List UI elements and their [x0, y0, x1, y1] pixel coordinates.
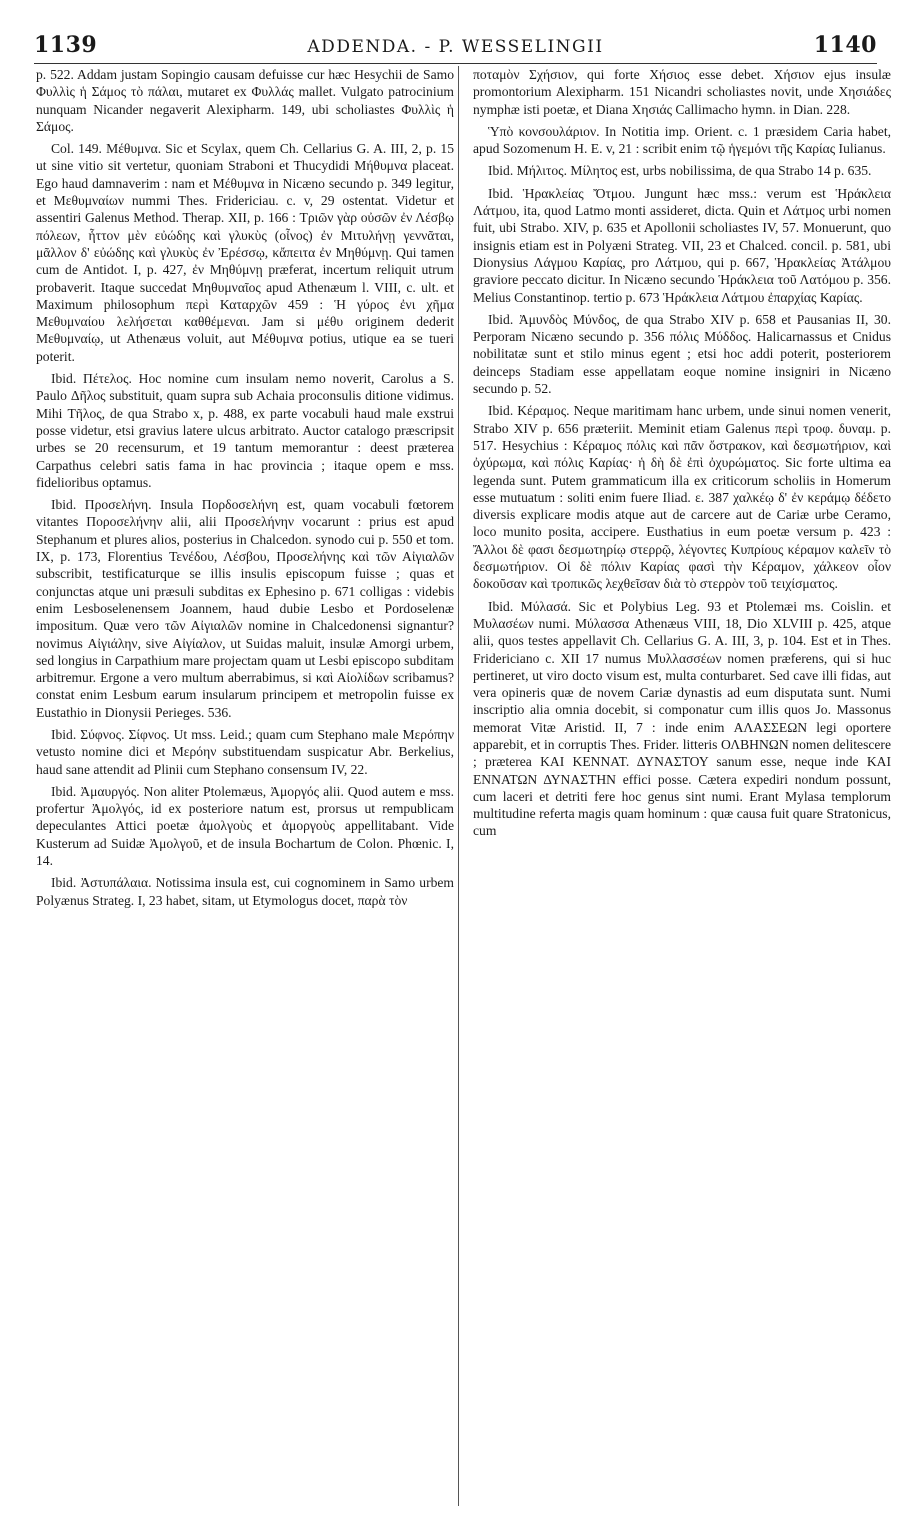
paragraph: Ibid. Πέτελος. Hoc nomine cum insulam nemo noverit, Carolus a S. Paulo Δῆλος substituit, quam supra sub Achaia proconsulis ditione vidimus. Mihi Τῆλος, de qua Strabo x, p. 488, ex parte vocabuli haud male exstrui posse videtur, etsi gravius latere ulcus arbitrato. Auctor catalogo præscripsit urbes se 20 recensurum, et 19 tantum memorantur : deest præterea Carpathus celebri satis fama in hac provincia ; itaque opem e mss. fidelioribus optamus.: [36, 371, 454, 490]
left-page-number: 1139: [34, 32, 98, 58]
header-rule: [34, 63, 877, 64]
running-title: ADDENDA. - P. WESSELINGII: [307, 37, 604, 57]
page-header: [34, 32, 877, 62]
paragraph: ποταμὸν Σχήσιον, qui forte Χήσιος esse debet. Χήσιον ejus insulæ promontorium Alexipharm. 151 Nicandri scholiastes novit, unde Χησιάδες nymphæ isti poetæ, et Diana Χησιάς Callimacho hymn. in Dian. 228.: [473, 67, 891, 117]
paragraph: Col. 149. Μέθυμνα. Sic et Scylax, quem Ch. Cellarius G. A. III, 2, p. 15 ut sine vitio sit vertetur, quoniam Straboni et Thucydidi Μήθυμνα placeat. Ego haud damnaverim : nam et Μέθυμνα in Nicæno secundo p. 349 legitur, et Μεθυμναίων nummi Thes. Fridericiau. c. v, 29 ostentat. Videtur et assentiri Galenus Method. Therap. XII, p. 166 : Τριῶν γὰρ οὐσῶν ἐν Λέσβῳ πόλεων, ἧττον μὲν εὐώδης καὶ γλυκὺς (οἶνος) ἐν Μιτυλήνῃ γεννᾶται, μᾶλλον δ' εὐώδης καὶ γλυκὺς ἐν Ἐρέσσῳ, κἄπειτα ἐν Μηθύμνῃ. Qui tamen cum de Antidot. I, p. 427, ἐν Μηθύμνῃ præferat, incertum reliquit utrum probaverit. Itaque succedat Μηθυμναῖος apud Athenæum l. VIII, c. ult. et Maximum philosophum περὶ Καταρχῶν 459 : Ἡ γύρος ἐνι χῆμα Μεθυμναίου λελήσεται καθθέμεναι. Jam si μέθυ originem dederit Μεθυμναίῳ, ut Athenæus voluit, aut Μέθυμνα potius, utique ea se tueri poterit.: [36, 141, 454, 364]
paragraph: Ibid. Σύφνος. Σίφνος. Ut mss. Leid.; quam cum Stephano male Μερόπην vetusto nomine dici et Μερόην substituendam suspicatur Abr. Berkelius, haud sane attendit ad Plinii cum Stephano consensum IV, 22.: [36, 726, 454, 777]
paragraph: Ibid. Κέραμος. Neque maritimam hanc urbem, unde sinui nomen venerit, Strabo XIV p. 656 præteriit. Meminit etiam Galenus περὶ τροφ. δυναμ. p. 517. Hesychius : Κέραμος πόλις καὶ πᾶν ὄστρακον, καὶ δεσμωτήριον, καὶ ὀχύρωμα, καὶ πόλις Καρίας· ἡ δὴ δὲ ἐπὶ ὀχυρώματος. Sic forte ultima ea legenda sunt. Putem grammaticum illa ex criticorum scholiis in Homerum esse mutuatum : soliti enim fuere Iliad. ε. 387 χαλκέῳ δ' ἐν κεράμῳ δέδετο diversis explicare modis atque aut de carcere aut de Cariæ urbe Ceramo, loco munito posita, accipere. Eusthatius in eum poetæ versum p. 423 : Ἄλλοι δὲ φασι δεσμωτηρίῳ στερρῷ, λέγοντες Κυπρίους κέραμον καλεῖν τὸ δεσμωτήριον. Οἱ δὲ πόλιν Καρίας φασὶ τὴν Κέραμον, χάλκεον οἷον δοκοῦσαν καὶ τροπικῶς λεχθεῖσαν διὰ τὸ στερρὸν τοῦ τειχίσματος.: [473, 403, 891, 592]
paragraph: Ὑπὸ κονσουλάριον. In Notitia imp. Orient. c. 1 præsidem Caria habet, apud Sozomenum H. E. v, 21 : scribit enim τῷ ἡγεμόνι τῆς Καρίας Iulianus.: [473, 123, 891, 157]
left-column: [36, 66, 454, 909]
paragraph: Ibid. Μήλιτος. Μίλητος est, urbs nobilissima, de qua Strabo 14 p. 635.: [487, 163, 872, 179]
paragraph: Ibid. Προσελήνη. Insula Πορδοσελήνη est, quam vocabuli fœtorem vitantes Ποροσελήνην alii, alii Προσελήνην vocarunt : prius est apud Stephanum et plures alios, posterius in Chalcedon. synodo cui p. 550 et tom. IX, p. 173, Florentius Τενέδου, Λέσβου, Προσελήνης καὶ τῶν Αἰγιαλῶν subscribit, testificaturque se illis insulis episcopum fuisse ; quas et conjunctas atque uni præsuli subditas ex Ephesino p. 671 colligas : videbis enim Lesboselenensem Joannem, haud dubie Lesbo et Pordoselenæ impositum. Quæ vero τῶν Αἰγιαλῶν nomine in Chalcedonensi signantur? novimus Αἰγιάλην, sive Αἰγίαλον, ut Suidas maluit, insulæ Amorgi urbem, sed longius in Carpathium mare projectam quam ut Lesbi episcopo subditam arbitremur. Ergone a vero multum aberrabimus, si καὶ Αἰολίδων scribamus? constat enim Lesbum earum insularum principem et metropolin fuisse ex Eustathio in Dionysii Perieges. 536.: [36, 497, 454, 720]
column-divider: [458, 66, 459, 1506]
paragraph: p. 522. Addam justam Sopingio causam defuisse cur hæc Hesychii de Samo Φυλλὶς ἡ Σάμος τὸ πάλαι, mutaret ex Φυλλάς mallet. Vulgato patrocinium nunquam Nicander negaverit Alexipharm. 149, ubi scholiastes Φυλλὶς ἡ Σάμος.: [36, 67, 454, 134]
paragraph: Ibid. Ἡρακλείας Ὄτμου. Jungunt hæc mss.: verum est Ἡράκλεια Λάτμου, ita, quod Latmo monti assideret, dicta. Quin et Λάτμος urbi nomen fuit, ubi Strabo. XIV, p. 635 et Apollonii scholiastes IV, 57. Monuerunt, quo insignis etiam est in Polyæni Strateg. VII, 23 et Chalced. concil. p. 581, ubi Dionysius Λάγμου Καρίας, pro Λάτμου, qui p. 667, Ἡρακλείας Ἀτάλμου graviore peccato dicitur. In Nicæno secundo Ἡράκλεια τοῦ Λατόμου p. 356. Melius Constantinop. tertio p. 673 Ἡράκλεια Λάτμου ἐπαρχίας Καρίας.: [473, 185, 891, 305]
paragraph: Ibid. Ἀστυπάλαια. Notissima insula est, cui cognominem in Samo urbem Polyænus Strateg. I, 23 habet, sitam, ut Etymologus docet, παρὰ τὸν: [36, 875, 454, 908]
paragraph: Ibid. Ἀμυνδὸς Μύνδος, de qua Strabo XIV p. 658 et Pausanias II, 30. Perporam Nicæno secundo p. 356 πόλις Μύδδος. Halicarnassus et Cnidus nobilitatæ sunt et stilo minus egent ; etsi hoc addi poterit, posteriorem deinceps Stadiam esse appellatam eoque nomine insigniri in Nicæno secundo p. 52.: [473, 311, 891, 397]
paragraph: Ibid. Ἀμαυργός. Non aliter Ptolemæus, Ἀμοργός alii. Quod autem e mss. profertur Ἀμολγός, id ex posteriore natum est, prorsus ut rempublicam depeculantes Attici poetæ ἀμολγοὺς et ἀμοργοὺς appellitabant. Vide Kusterum ad Suidæ Ἀμολγοῦ, et de insula Bochartum de Colon. Phœnic. I, 14.: [36, 783, 454, 869]
paragraph: Ibid. Μύλασά. Sic et Polybius Leg. 93 et Ptolemæi ms. Coislin. et Μυλασέων numi. Μύλασσα Athenæus VIII, 18, Dio XLVIII p. 425, atque alii, quos testes appellavit Ch. Cellarius G. A. III, 3, p. 104. Est et in Thes. Fridericiano c. XII 17 numus Μυλλασσέων nomen præferens, qui si huc pertineret, ut viro docto visum est, multa conturbaret. Sed cave illi fidas, aut vera opineris quæ de novem Cariæ dynastis ad eum disputata sunt. Numi inscriptio alia omnia docebit, si componatur cum illis quos Jo. Massonus memorat Vitæ Aristid. II, 7 : inde enim ΑΛΑΣΣΕΩΝ legi oportere apparebit, et in corruptis Thes. Frider. litteris ΟΛΒΗΝΩΝ nomen delitescere ; præterea ΚΑΙ ΚΕΝΝΑΤ. ΔΥΝΑΣΤΟΥ sanum esse, neque inde ΚΑΙ ΕΝΝΑΤΩΝ ΔΥΝΑΣΤΗΝ effici posse. Cætera expediri nondum possunt, cum laceri et detriti fere hoc genus sint numi. Erant Mylasa templorum multitudine referta magis quam hominum : quæ causa fuit quare Stratonicus, cum: [473, 598, 891, 839]
right-column: [473, 66, 891, 840]
right-page-number: 1140: [813, 32, 877, 58]
